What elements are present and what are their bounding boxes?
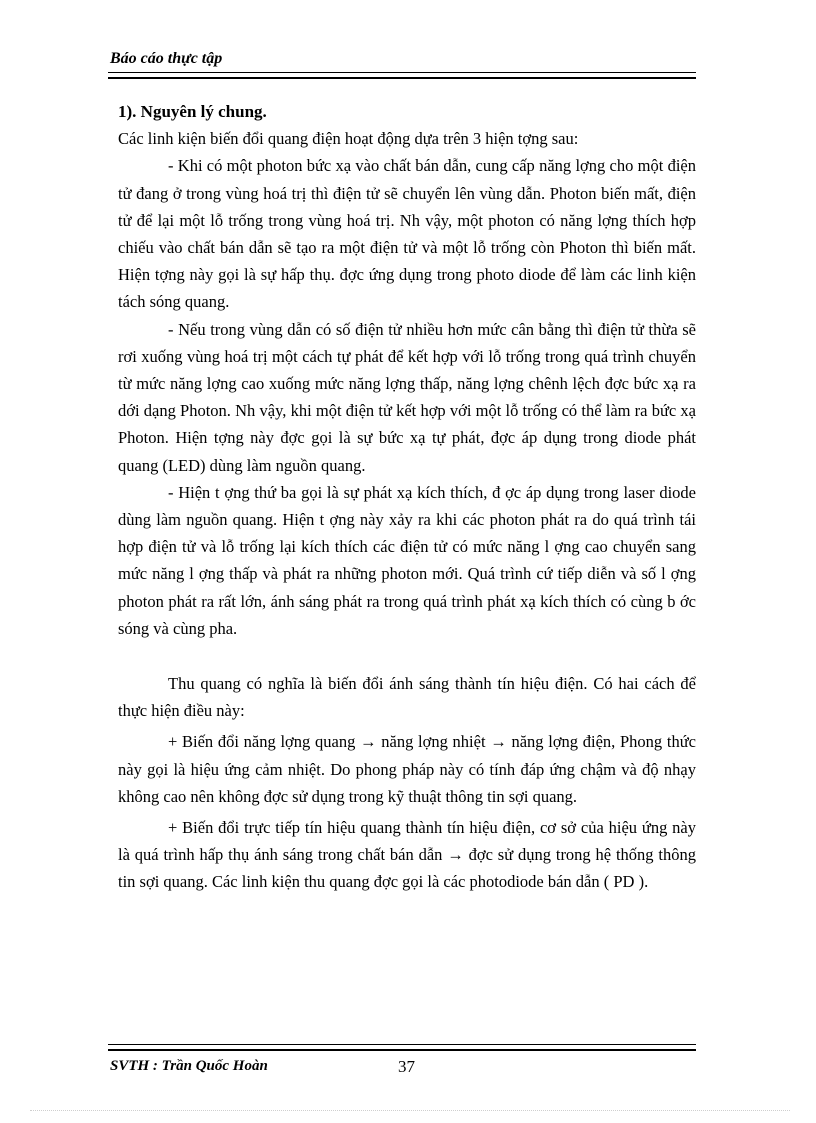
page-number: 37 xyxy=(398,1057,415,1076)
body-content xyxy=(118,98,696,896)
paragraph-thermal-method: + Biến đổi năng lợng quang → năng lợng nhiệt → năng lợng điện, Phong thức này gọi là hiệu ứng cảm nhiệt. Do phong pháp này có tính đáp ứng chậm và độ nhạy không cao nên không đợc sử dụng trong kỹ thuật thông tin sợi quang. xyxy=(118,732,696,806)
section-heading: 1). Nguyên lý chung. xyxy=(118,102,267,121)
page-bottom-border xyxy=(30,1110,790,1111)
paragraph-gap xyxy=(118,642,696,670)
intro-paragraph: Các linh kiện biến đổi quang điện hoạt động dựa trên 3 hiện tợng sau: xyxy=(118,129,579,149)
footer-rule xyxy=(108,1044,696,1051)
header-rule xyxy=(108,72,696,79)
paragraph-absorption: - Khi có một photon bức xạ vào chất bán dẫn, cung cấp năng lợng cho một điện tử đang ở trong vùng hoá trị thì điện tử sẽ chuyển lên vùng dẫn. Photon biến mất, điện tử để lại một lỗ trống trong vùng hoá trị. Nh vậy, một photon có năng lợng thích hợp chiếu vào chất bán dẫn sẽ tạo ra một điện tử và một lỗ trống còn Photon thì biến mất. Hiện tợng này gọi là sự hấp thụ. đợc ứng dụng trong photo diode để làm các linh kiện tách sóng quang. xyxy=(118,156,696,312)
footer-author: SVTH : Trần Quốc Hoàn xyxy=(110,1058,268,1074)
paragraph-stimulated-emission: - Hiện t ợng thứ ba gọi là sự phát xạ kích thích, đ ợc áp dụng trong laser diode dùng làm nguồn quang. Hiện t ợng này xảy ra khi các photon phát ra do quá trình tái hợp điện tử và lỗ trống lại kích thích các điện tử có mức năng l ợng cao chuyển sang mức năng l ợng thấp và phát ra những photon mới. Quá trình cứ tiếp diễn và số l ợng photon phát ra rất lớn, ánh sáng phát ra trong quá trình phát xạ kích thích có cùng b ớc sóng và cùng pha. xyxy=(118,482,696,638)
paragraph-spontaneous-emission: - Nếu trong vùng dẫn có số điện tử nhiều hơn mức cân bằng thì điện tử thừa sẽ rơi xuống vùng hoá trị một cách tự phát để kết hợp với lỗ trống trong quá trình chuyển từ mức năng lợng cao xuống mức năng lợng thấp, năng lợng chênh lệch đợc bức xạ ra dới dạng Photon. Nh vậy, khi một điện tử kết hợp với một lỗ trống có thể làm ra bức xạ Photon. Hiện tợng này đợc gọi là sự bức xạ tự phát, đợc áp dụng trong diode phát quang (LED) dùng làm nguồn quang. xyxy=(118,319,696,475)
header-title: Báo cáo thực tập xyxy=(110,50,223,67)
paragraph-direct-method: + Biến đổi trực tiếp tín hiệu quang thành tín hiệu điện, cơ sở của hiệu ứng này là quá trình hấp thụ ánh sáng trong chất bán dẫn → đợc sử dụng trong hệ thống thông tin sợi quang. Các linh kiện thu quang đợc gọi là các photodiode bán dẫn ( PD ). xyxy=(118,818,696,892)
paragraph-photodetection: Thu quang có nghĩa là biến đổi ánh sáng thành tín hiệu điện. Có hai cách để thực hiện điều này: xyxy=(118,674,696,721)
